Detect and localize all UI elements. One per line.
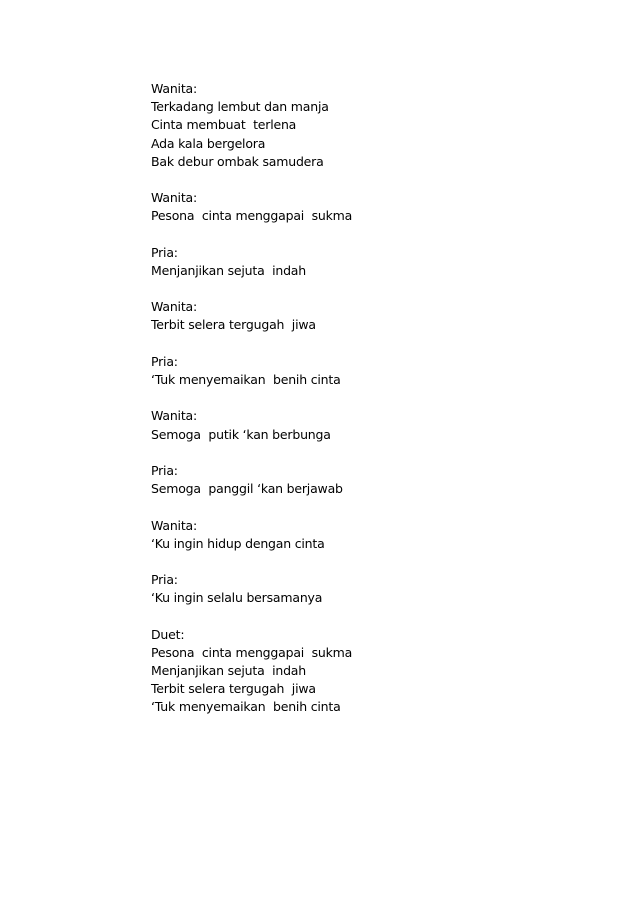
stanza-wanita-5: [151, 517, 551, 553]
lyric-line: ‘Ku ingin hidup dengan cinta: [151, 535, 325, 551]
speaker-label: Wanita:: [151, 81, 197, 96]
lyric-line: Bak debur ombak samudera: [151, 153, 324, 169]
stanza-wanita-2: [151, 189, 551, 225]
speaker-label: Pria:: [151, 462, 178, 478]
speaker-label: Pria:: [151, 572, 178, 588]
stanza-duet: [151, 626, 551, 717]
speaker-label: Wanita:: [151, 517, 197, 533]
stanza-wanita-3: [151, 298, 551, 334]
lyric-line: ‘Tuk menyemaikan benih cinta: [151, 372, 341, 387]
speaker-label: Wanita:: [151, 408, 197, 424]
lyric-line: Terbit selera tergugah jiwa: [151, 317, 316, 333]
stanza-wanita-1: [151, 80, 551, 171]
lyric-line: Terkadang lembut dan manja: [151, 99, 329, 115]
lyric-line: Pesona cinta menggapai sukma: [151, 208, 353, 224]
lyric-line: Menjanjikan sejuta indah: [151, 663, 306, 678]
speaker-label: Duet:: [151, 626, 185, 642]
lyrics-body: [151, 80, 551, 717]
speaker-label: Wanita:: [151, 190, 197, 206]
stanza-pria-1: [151, 244, 551, 280]
speaker-label: Pria:: [151, 353, 178, 369]
stanza-pria-3: [151, 462, 551, 498]
lyric-line: Semoga panggil ‘kan berjawab: [151, 481, 343, 497]
lyric-line: Semoga putik ‘kan berbunga: [151, 426, 331, 442]
stanza-wanita-4: [151, 407, 551, 443]
lyric-line: Cinta membuat terlena: [151, 117, 297, 133]
lyric-line: Pesona cinta menggapai sukma: [151, 644, 353, 660]
lyric-line: Ada kala bergelora: [151, 135, 266, 151]
lyric-line: Terbit selera tergugah jiwa: [151, 681, 316, 697]
speaker-label: Wanita:: [151, 299, 197, 315]
lyric-line: Menjanjikan sejuta indah: [151, 262, 306, 278]
speaker-label: Pria:: [151, 244, 178, 260]
lyric-line: ‘Ku ingin selalu bersamanya: [151, 590, 323, 606]
stanza-pria-4: [151, 571, 551, 607]
lyric-line: ‘Tuk menyemaikan benih cinta: [151, 699, 341, 715]
stanza-pria-2: [151, 353, 551, 389]
